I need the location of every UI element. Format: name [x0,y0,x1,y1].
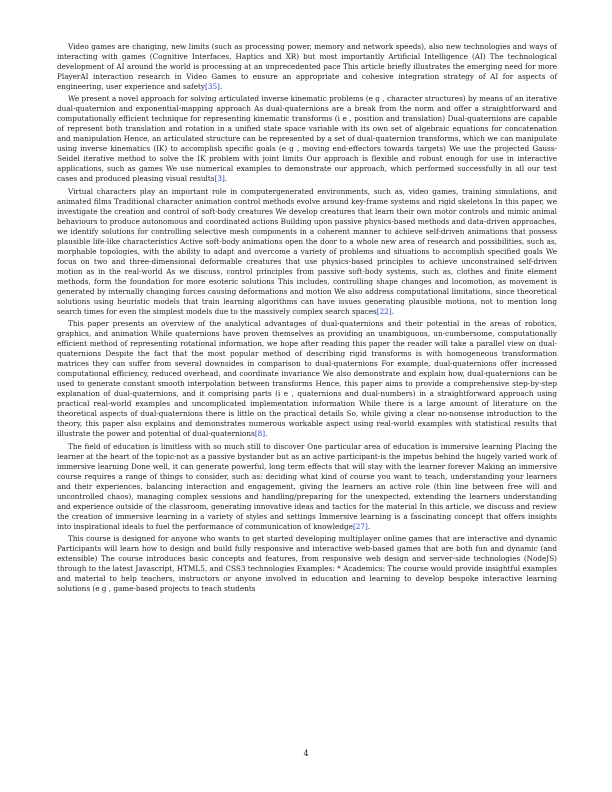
citation-link[interactable]: [35] [205,82,220,91]
paragraph-end: . [219,82,223,91]
paragraph-soft-body [57,187,557,317]
paragraph-text: Video games are changing, new limits (such as processing power, memory and network speeds), also new technologies and ways of interacting with games (Cognitive Interfaces, Haptics and XR) but most importantly Artificial Intelligence (AI) The technological development of AI around the world is processing at an unprecedented pace This article briefly illustrates the emerging need for more PlayerAI interaction research in Video Games to ensure an appropriate and cohesive integration strategy of AI for aspects of engineering, user experience and safety [57,42,557,91]
paragraph-text: The field of education is limitless with so much still to discover One particular area of education is immersive learning Placing the learner at the heart of the topic-not as a passive bystander but as an active participant-is the impetus behind the hugely varied work of immersive learning Done well, it can generate powerful, long term effects that will stay with the learner forever Making an immersive course requires a range of things to consider, such as: deciding what kind of course you want to teach, understanding your learners and their experiences, balancing interaction and engagement, giving the learners an active role (thin line between free will and uncontrolled chaos), managing complex sessions and handling/preparing for the unexpected, extending the learners understanding and experience outside of the classroom, generating innovative ideas and tactics for the material In this article, we discuss and review the creation of immersive learning in a variety of styles and settings Immersive learning is a fascinating concept that offers insights into inspirational ideals to fuel the performance of communication of knowledge [57,441,557,531]
paragraph-text: We present a novel approach for solving articulated inverse kinematic problems (e g , character structures) by means of an iterative dual-quaternion and exponential-mapping approach As dual-quaternions are a break from the norm and offer a straightforward and computationally efficient technique for representing kinematic transforms (i e , position and translation) Dual-quaternions are capable of represent both translation and rotation in a unified state space variable with its own set of algebraic equations for concatenation and manipulation Hence, an articulated structure can be represented by a set of dual-quaternion transforms, which we can manipulate using inverse kinematics (IK) to accomplish specific goals (e g , moving end-effectors towards targets) We use the projected Gauss-Seidel iterative method to solve the IK problem with joint limits Our approach is flexible and robust enough for use in interactive applications, such as games We use numerical examples to demonstrate our approach, which performed successfully in all our test cases and produced pleasing visual results [57,94,557,184]
citation-link[interactable]: [8] [254,429,266,439]
page-body [57,42,557,596]
paragraph-end: . [391,306,394,316]
paragraph-inverse-kinematics [57,94,557,184]
paragraph-end: . [265,429,268,439]
paragraph-video-games [57,42,557,92]
paragraph-immersive-learning [57,442,557,532]
paragraph-text: Virtual characters play an important role in computergenerated environments, such as, video games, training simulations, and animated films Traditional character animation control methods evolve around key-frame systems and rigid skeletons In this paper, we investigate the creation and control of soft-body creatures We develop creatures that learn their own motor controls and mimic animal behaviours to produce autonomous and coordinated actions Building upon passive physics-based methods and data-driven approaches, we identify solutions for controlling selective mesh components in a coherent manner to achieve self-driven animations that possess plausible life-like characteristics Active soft-body animations open the door to a whole new area of research and possibilities, such as, morphable topologies, with the ability to adapt and overcome a variety of problems and situations to accomplish specified goals We focus on two and three-dimensional deformable creatures that use physics-based principles to achieve unconstrained self-driven motion as in the real-world As we discuss, control principles from passive soft-body systems, such as, clothes and finite element methods, form the foundation for more esoteric solutions This includes, controlling shape changes and locomotion, as movement is generated by internally changing forces causing deformations and motion We also address computational limitations, since theoretical solutions using heuristic models that train learning algorithms can have issues generating plausible motions, not to mention long search times for even the simplest models due to the massively complex search spaces [57,186,557,316]
paragraph-end: . [367,521,371,531]
citation-link[interactable]: [27] [352,521,368,531]
paragraph-dual-quaternions [57,319,557,439]
citation-link[interactable]: [22] [376,306,392,316]
citation-link[interactable]: [3] [214,174,225,184]
page-number: 4 [303,749,309,758]
paragraph-text: This course is designed for anyone who wants to get started developing multiplayer online games that are interactive and dynamic Participants will learn how to design and build fully responsive and interactive web-based games that are both fun and dynamic (and extensible) The course introduces basic concepts and features, from responsive web design and server-side technologies (NodeJS) through to the latest Javascript, HTML5, and CSS3 technologies Examples: * Academics: The course would provide insightful examples and material to help teachers, instructors or anyone involved in education and learning to develop bespoke interactive learning solutions (e g , game-based projects to teach students [57,533,557,593]
paragraph-text: This paper presents an overview of the analytical advantages of dual-quaternions and their potential in the areas of robotics, graphics, and animation While quaternions have proven themselves as providing an unambiguous, un-cumbersome, computationally efficient method of representing rotational information, we hope after reading this paper the reader will take a parallel view on dual-quaternions Despite the fact that the most popular method of describing rigid transforms is with homogeneous transformation matrices they can suffer from several downsides in comparison to dual-quaternions For example, dual-quaternions offer increased computational efficiency, reduced overhead, and coordinate invariance We also demonstrate and explain how, dual-quaternions can be used to generate constant smooth interpolation between transforms Hence, this paper aims to provide a comprehensive step-by-step explanation of dual-quaternions, and it comprising parts (i e , quaternions and dual-numbers) in a straightforward approach using practical real-world examples and uncomplicated implementation information While there is a large amount of literature on the theoretical aspects of dual-quaternions there is little on the practical details So, while giving a clear no-nonsense introduction to the theory, this paper also explains and demonstrates numerous workable aspect using real-world examples with statistical results that illustrate the power and potential of dual-quaternions [57,319,557,439]
paragraph-multiplayer-course [57,534,557,594]
paragraph-end: . [224,174,228,184]
